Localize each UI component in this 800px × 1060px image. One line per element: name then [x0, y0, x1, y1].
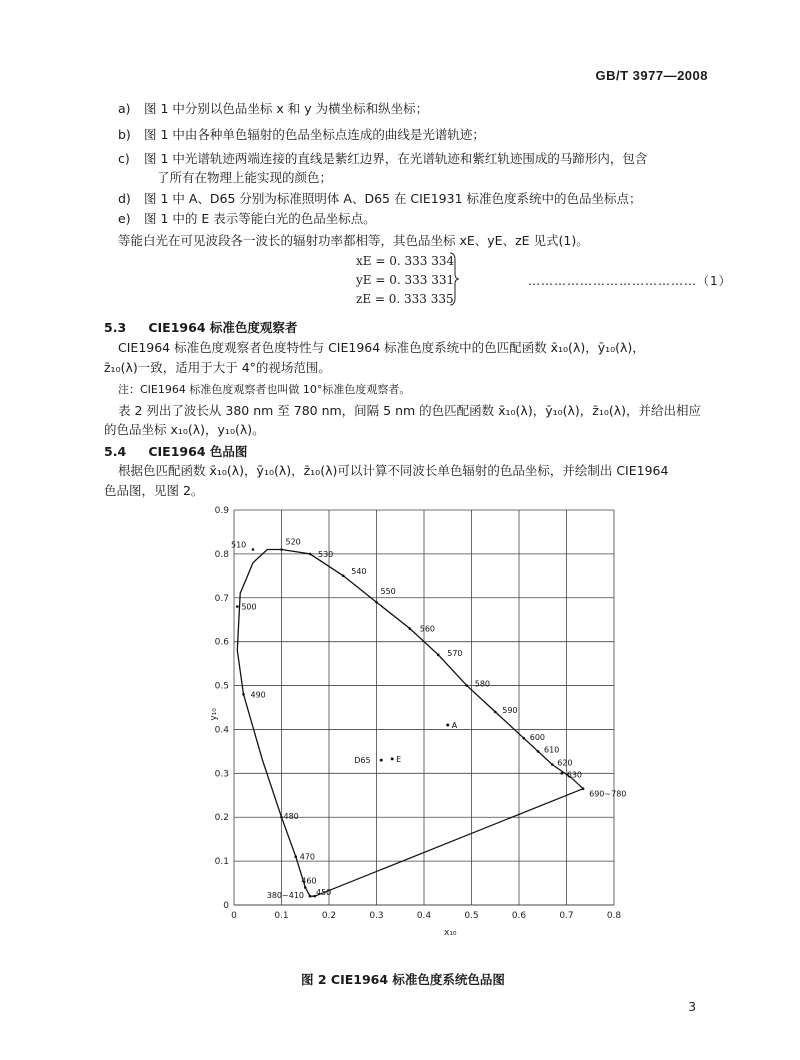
wavelength-label: 690~780 — [589, 789, 627, 799]
point-d65 — [380, 759, 383, 762]
equation-brace — [449, 252, 459, 306]
wavelength-label: 550 — [380, 587, 396, 597]
y-tick-label: 0 — [223, 901, 229, 911]
equation-xe: xE = 0. 333 334 — [356, 254, 455, 268]
wavelength-label: 560 — [419, 624, 436, 634]
wavelength-label: 380~410 — [266, 891, 304, 901]
list-item-e — [118, 210, 376, 228]
wavelength-point — [342, 575, 345, 578]
purple-boundary-line — [315, 789, 583, 897]
point-a — [446, 724, 449, 727]
list-item-d — [118, 190, 642, 208]
wavelength-point — [560, 772, 563, 775]
list-label: a) — [118, 101, 131, 116]
x-tick-label: 0.6 — [511, 911, 527, 921]
page-number: 3 — [688, 1000, 696, 1014]
wavelength-label: 590 — [502, 705, 518, 715]
wavelength-label: 570 — [447, 648, 463, 658]
list-text: 图 1 中由各种单色辐射的色品坐标点连成的曲线是光谱轨迹； — [143, 127, 485, 142]
list-label: c) — [118, 151, 130, 166]
x-tick-label: 0 — [231, 911, 237, 921]
paragraph-5-3-line2: z̄₁₀(λ)一致，适用于大于 4°的视场范围。 — [104, 360, 331, 375]
y-tick-label: 0.7 — [214, 593, 229, 604]
section-number: 5.3 — [104, 320, 127, 335]
x-tick-label: 0.3 — [369, 911, 384, 921]
wavelength-label: 470 — [299, 852, 316, 862]
wavelength-label: 520 — [285, 537, 301, 547]
spectral-locus-line — [237, 550, 583, 897]
wavelength-point — [309, 553, 312, 556]
y-tick-label: 0.8 — [214, 549, 229, 560]
list-text-continued: 了所有在物理上能实现的颜色； — [157, 170, 333, 185]
wavelength-label: 480 — [283, 812, 299, 822]
section-number: 5.4 — [104, 444, 127, 459]
figure-caption: 图 2 CIE1964 标准色度系统色品图 — [301, 972, 505, 987]
section-heading-5-4 — [104, 442, 247, 460]
list-text: 图 1 中的 E 表示等能白光的色品坐标点。 — [143, 211, 376, 226]
point-e — [391, 757, 394, 760]
wavelength-label: 580 — [474, 679, 491, 689]
equation-ze: zE = 0. 333 335 — [356, 292, 454, 306]
wavelength-point — [494, 711, 497, 714]
paragraph-5-3-line1: CIE1964 标准色度观察者色度特性与 CIE1964 标准色度系统中的色匹配函数 x̄₁₀(λ)，ȳ₁₀(λ)， — [118, 340, 645, 355]
list-text: 图 1 中 A、D65 分别为标准照明体 A、D65 在 CIE1931 标准色度系统中的色品坐标点； — [143, 191, 642, 206]
wavelength-point — [252, 548, 255, 551]
wavelength-label: 630 — [566, 770, 583, 780]
wavelength-label: 500 — [241, 602, 257, 612]
x-tick-label: 0.2 — [321, 911, 337, 921]
x-tick-label: 0.1 — [274, 911, 289, 921]
wavelength-point — [236, 605, 239, 608]
wavelength-point — [465, 684, 468, 687]
y-tick-label: 0.2 — [214, 813, 229, 824]
x-tick-label: 0.7 — [559, 911, 574, 921]
wavelength-point — [309, 895, 312, 898]
cie1964-chromaticity-chart — [0, 500, 800, 940]
wavelength-point — [522, 737, 525, 740]
section-heading-5-3 — [104, 318, 297, 336]
wavelength-label: 460 — [301, 876, 317, 886]
wavelength-point — [304, 886, 307, 889]
x-tick-label: 0.4 — [416, 911, 432, 921]
list-label: b) — [118, 127, 131, 142]
standard-number: GB/T 3977—2008 — [595, 68, 708, 83]
wavelength-point — [280, 816, 283, 819]
list-item-b — [118, 126, 485, 144]
y-tick-label: 0.3 — [214, 769, 229, 780]
section-title: CIE1964 标准色度观察者 — [148, 320, 298, 335]
point-label-d65: D65 — [354, 756, 371, 766]
wavelength-label: 540 — [351, 566, 367, 576]
wavelength-label: 450 — [316, 888, 332, 898]
y-tick-label: 0.6 — [214, 637, 229, 648]
y-tick-label: 0.9 — [214, 506, 229, 516]
list-text: 图 1 中光谱轨迹两端连接的直线是紫红边界，在光谱轨迹和紫红轨迹围成的马蹄形内，包含 — [143, 151, 648, 166]
wavelength-label: 600 — [529, 733, 546, 743]
x-tick-label: 0.5 — [464, 911, 479, 921]
paragraph-equal-energy: 等能白光在可见波段各一波长的辐射功率都相等，其色品坐标 xE、yE、zE 见式(1)。 — [118, 233, 589, 248]
paragraph-5-4-line1: 根据色匹配函数 x̄₁₀(λ)，ȳ₁₀(λ)，z̄₁₀(λ)可以计算不同波长单色辐射的色品坐标，并绘制出 CIE1964 — [118, 463, 669, 478]
list-label: e) — [118, 211, 131, 226]
equation-number: …………………………………（1） — [528, 274, 732, 288]
wavelength-label: 610 — [544, 745, 560, 755]
list-text: 图 1 中分别以色品坐标 x 和 y 为横坐标和纵坐标； — [143, 101, 429, 116]
wavelength-point — [375, 601, 378, 604]
paragraph-table2-line1: 表 2 列出了波长从 380 nm 至 780 nm，间隔 5 nm 的色匹配函数 x̄₁₀(λ)，ȳ₁₀(λ)，z̄₁₀(λ)，并给出相应 — [118, 403, 702, 418]
wavelength-point — [280, 548, 283, 551]
note-5-3: 注：CIE1964 标准色度观察者也叫做 10°标准色度观察者。 — [118, 383, 411, 396]
paragraph-5-4-line2: 色品图，见图 2。 — [104, 483, 204, 498]
list-item-a — [118, 100, 428, 118]
wavelength-label: 490 — [250, 690, 266, 700]
wavelength-point — [437, 654, 440, 657]
list-item-c — [118, 150, 647, 168]
x-tick-label: 0.8 — [606, 911, 622, 921]
wavelength-point — [408, 627, 411, 630]
wavelength-label: 510 — [231, 540, 247, 550]
section-title: CIE1964 色品图 — [148, 444, 248, 459]
y-tick-label: 0.1 — [214, 857, 229, 868]
x-axis-label: x₁₀ — [444, 928, 457, 938]
paragraph-table2-line2: 的色品坐标 x₁₀(λ)，y₁₀(λ)。 — [104, 422, 265, 437]
point-label-a: A — [451, 721, 458, 731]
wavelength-point — [551, 763, 554, 766]
y-tick-label: 0.4 — [214, 725, 229, 736]
point-label-e: E — [396, 754, 402, 764]
equation-ye: yE = 0. 333 331 — [356, 273, 455, 287]
y-axis-label: y₁₀ — [209, 708, 219, 721]
wavelength-label: 620 — [557, 758, 573, 768]
list-label: d) — [118, 191, 131, 206]
wavelength-point — [242, 693, 245, 696]
wavelength-point — [537, 750, 540, 753]
wavelength-point — [294, 855, 297, 858]
y-tick-label: 0.5 — [214, 681, 229, 692]
wavelength-label: 530 — [318, 549, 334, 559]
wavelength-point — [582, 787, 585, 790]
